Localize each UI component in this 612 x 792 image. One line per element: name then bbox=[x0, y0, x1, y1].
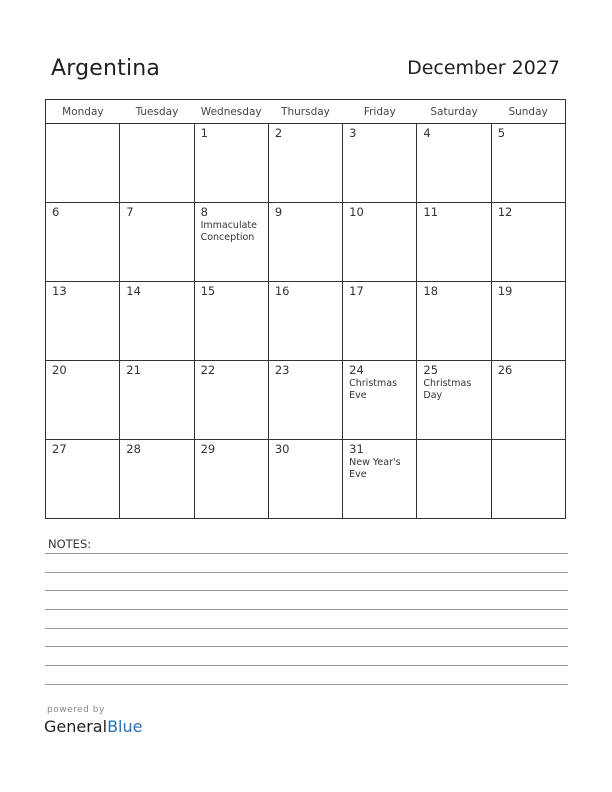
day-cell bbox=[194, 203, 268, 282]
day-cell bbox=[268, 124, 342, 203]
day-cell bbox=[417, 361, 491, 440]
weekday-thursday: Thursday bbox=[268, 100, 342, 124]
day-cell bbox=[120, 361, 194, 440]
holiday-label: Immaculate Conception bbox=[200, 220, 257, 243]
weekday-monday: Monday bbox=[46, 100, 120, 124]
week-row bbox=[46, 203, 566, 282]
day-cell bbox=[46, 440, 120, 519]
day-cell bbox=[491, 203, 565, 282]
day-cell bbox=[491, 361, 565, 440]
day-cell bbox=[417, 282, 491, 361]
day-cell bbox=[343, 440, 417, 519]
day-cell bbox=[343, 282, 417, 361]
calendar-grid bbox=[45, 99, 566, 519]
day-cell bbox=[268, 361, 342, 440]
day-cell bbox=[120, 282, 194, 361]
day-number: 31 bbox=[349, 442, 364, 456]
day-number: 21 bbox=[126, 363, 141, 377]
note-line bbox=[45, 684, 568, 685]
day-number: 20 bbox=[52, 363, 67, 377]
day-number: 9 bbox=[274, 205, 283, 219]
note-line bbox=[45, 572, 568, 573]
brand-general: General bbox=[44, 717, 108, 736]
day-cell bbox=[343, 361, 417, 440]
day-number: 29 bbox=[200, 442, 216, 456]
weekday-sunday: Sunday bbox=[491, 100, 565, 124]
day-number: 1 bbox=[200, 126, 208, 140]
day-cell bbox=[120, 203, 194, 282]
day-cell bbox=[194, 440, 268, 519]
day-number: 14 bbox=[126, 284, 141, 298]
day-cell bbox=[194, 282, 268, 361]
note-line bbox=[45, 553, 568, 554]
day-number: 4 bbox=[423, 126, 431, 140]
weekday-header-row bbox=[46, 100, 566, 124]
weekday-wednesday: Wednesday bbox=[194, 100, 268, 124]
day-number: 16 bbox=[274, 284, 290, 298]
day-number: 23 bbox=[274, 363, 290, 377]
day-cell bbox=[46, 361, 120, 440]
month-title: December 2027 bbox=[407, 57, 560, 79]
day-number: 12 bbox=[497, 205, 513, 219]
day-cell bbox=[46, 124, 120, 203]
day-number: 28 bbox=[126, 442, 141, 456]
day-number: 6 bbox=[52, 205, 60, 219]
powered-by-text: powered by bbox=[47, 705, 105, 715]
weekday-saturday: Saturday bbox=[417, 100, 491, 124]
day-number: 24 bbox=[349, 363, 364, 377]
day-number: 11 bbox=[423, 205, 439, 219]
day-number: 7 bbox=[126, 205, 134, 219]
weekday-tuesday: Tuesday bbox=[120, 100, 194, 124]
day-cell bbox=[343, 203, 417, 282]
day-cell bbox=[343, 124, 417, 203]
day-cell bbox=[268, 203, 342, 282]
day-cell bbox=[194, 361, 268, 440]
day-cell bbox=[417, 440, 491, 519]
country-title: Argentina bbox=[51, 56, 161, 81]
day-number: 2 bbox=[274, 126, 283, 140]
day-cell bbox=[491, 124, 565, 203]
day-cell bbox=[268, 282, 342, 361]
day-number: 8 bbox=[200, 205, 208, 219]
day-number: 25 bbox=[423, 363, 439, 377]
day-number: 13 bbox=[52, 284, 67, 298]
generalblue-logo bbox=[44, 717, 142, 736]
week-row bbox=[46, 361, 566, 440]
day-cell bbox=[491, 282, 565, 361]
weekday-friday: Friday bbox=[343, 100, 417, 124]
brand-blue: Blue bbox=[107, 717, 143, 736]
day-number: 15 bbox=[200, 284, 216, 298]
day-number: 10 bbox=[349, 205, 364, 219]
day-number: 17 bbox=[349, 284, 364, 298]
day-cell bbox=[417, 124, 491, 203]
day-cell bbox=[46, 282, 120, 361]
day-number: 19 bbox=[497, 284, 513, 298]
week-row bbox=[46, 282, 566, 361]
note-line bbox=[45, 590, 568, 591]
holiday-label: Christmas Eve bbox=[349, 378, 398, 401]
day-number: 18 bbox=[423, 284, 439, 298]
week-row bbox=[46, 124, 566, 203]
day-cell bbox=[194, 124, 268, 203]
note-line bbox=[45, 646, 568, 647]
day-number: 26 bbox=[497, 363, 513, 377]
note-line bbox=[45, 609, 568, 610]
day-number: 22 bbox=[200, 363, 216, 377]
day-number: 30 bbox=[274, 442, 290, 456]
day-cell bbox=[120, 124, 194, 203]
day-number: 3 bbox=[349, 126, 357, 140]
day-cell bbox=[417, 203, 491, 282]
day-cell bbox=[491, 440, 565, 519]
note-line bbox=[45, 628, 568, 629]
week-row bbox=[46, 440, 566, 519]
day-number: 27 bbox=[52, 442, 67, 456]
holiday-label: New Year's Eve bbox=[349, 457, 401, 480]
day-cell bbox=[46, 203, 120, 282]
holiday-label: Christmas Day bbox=[423, 378, 472, 401]
day-cell bbox=[120, 440, 194, 519]
day-cell bbox=[268, 440, 342, 519]
notes-label: NOTES: bbox=[48, 537, 92, 551]
day-number: 5 bbox=[497, 126, 506, 140]
note-line bbox=[45, 665, 568, 666]
